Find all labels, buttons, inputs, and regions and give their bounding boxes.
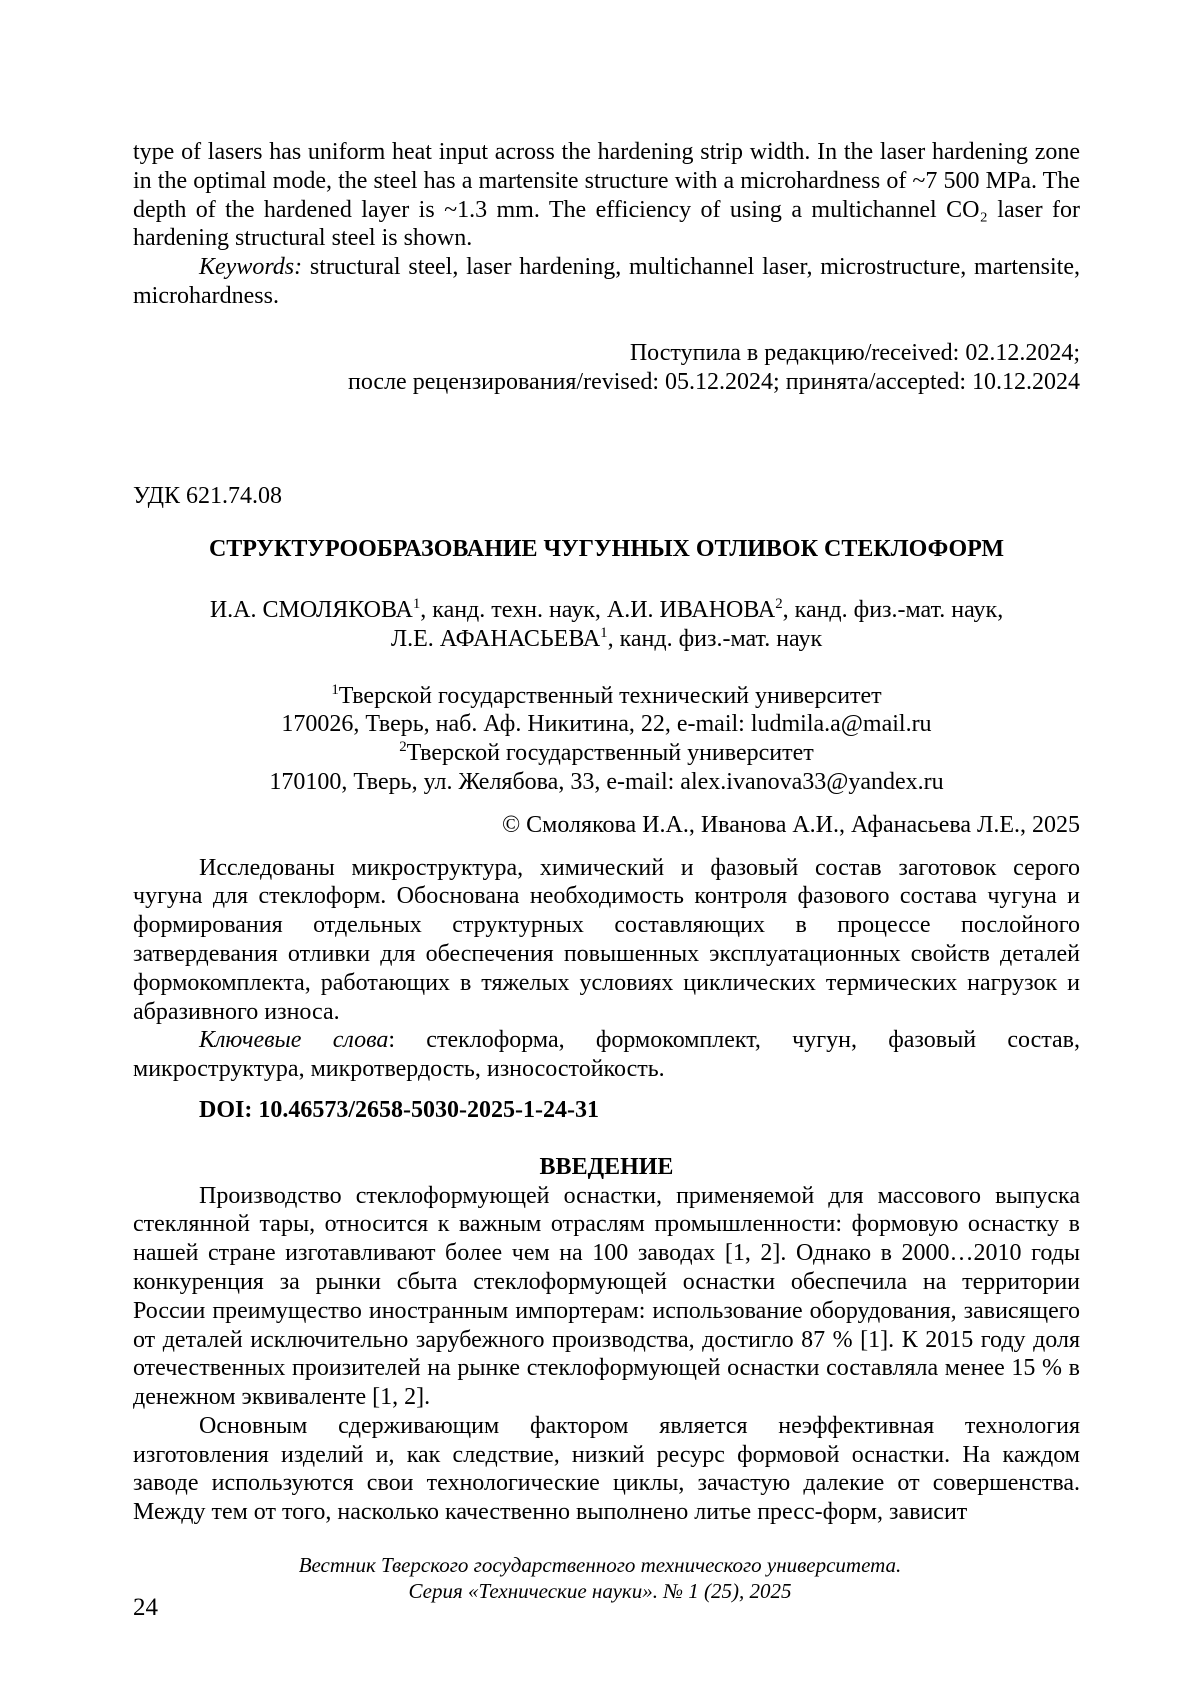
author-1-degree: , канд. техн. наук, xyxy=(420,596,607,623)
udc-number: УДК 621.74.08 xyxy=(133,483,282,510)
affiliation-2-name: Тверской государственный университет xyxy=(406,740,814,767)
russian-keywords xyxy=(133,1026,1080,1084)
journal-footer-line-2: Серия «Технические науки». № 1 (25), 2025 xyxy=(408,1579,792,1603)
russian-keywords-label: Ключевые слова xyxy=(199,1027,389,1054)
article-title: СТРУКТУРООБРАЗОВАНИЕ ЧУГУННЫХ ОТЛИВОК СТЕКЛОФОРМ xyxy=(208,536,1005,563)
russian-abstract: Исследованы микроструктура, химический и фазовый состав заготовок серого чугуна для стеклоформ. Обоснована необходимость контроля фазового состава чугуна и формирования отдельных структурных составляющих в процессе послойного затвердевания отливки для обеспечения повышенных эксплуатационных свойств деталей формокомплекта, работающих в тяжелых условиях циклических термических нагрузок и абразивного износа. xyxy=(133,854,1080,1025)
author-1-name: И.А. СМОЛЯКОВА xyxy=(209,596,413,623)
received-line-1: Поступила в редакцию/received: 02.12.2024; xyxy=(629,339,1080,366)
english-abstract-continuation: type of lasers has uniform heat input across the hardening strip width. In the laser hardening zone in the optimal mode, the steel has a martensite structure with a microhardness of ~7 500 MPa. The depth of the hardened layer is ~1.3 mm. The efficiency of using a multichannel CO₂ laser for hardening structural steel is shown. xyxy=(133,139,1080,252)
affiliation-1-name: Тверской государственный технический университет xyxy=(338,682,882,709)
copyright-line: © Смолякова И.А., Иванова А.И., Афанасьева Л.Е., 2025 xyxy=(501,811,1080,838)
english-keywords-label: Keywords: xyxy=(199,254,303,281)
received-line-2: после рецензирования/revised: 05.12.2024; принята/accepted: 10.12.2024 xyxy=(347,368,1080,395)
intro-paragraph-2: Основным сдерживающим фактором является неэффективная технология изготовления изделий и, как следствие, низкий ресурс формовой оснастки. На каждом заводе используются свои технологические циклы, зачастую далекие от совершенства. Между тем от того, насколько качественно выполнено литье пресс-форм, зависит xyxy=(133,1412,1080,1526)
affiliations-block xyxy=(133,682,1080,797)
english-keywords-text: structural steel, laser hardening, multichannel laser, microstructure, martensite, microhardness. xyxy=(133,254,1080,309)
russian-keywords-text: : стеклоформа, формокомплект, чугун, фазовый состав, микроструктура, микротвердость, износостойкость. xyxy=(133,1027,1080,1083)
author-2-affiliation-mark: 2 xyxy=(775,595,783,612)
doi-line: DOI: 10.46573/2658-5030-2025-1-24-31 xyxy=(199,1096,599,1123)
affiliation-1-mark: 1 xyxy=(331,681,339,698)
author-2-name: А.И. ИВАНОВА xyxy=(606,596,776,623)
author-3-name: Л.Е. АФАНАСЬЕВА xyxy=(390,625,601,652)
journal-footer-line-1: Вестник Тверского государственного технического университета. xyxy=(298,1553,902,1577)
affiliation-2-mark: 2 xyxy=(399,739,407,756)
author-2-degree: , канд. физ.-мат. наук, xyxy=(782,596,1004,623)
section-heading-introduction: ВВЕДЕНИЕ xyxy=(539,1153,674,1180)
page-number: 24 xyxy=(133,1594,158,1621)
affiliation-2-address: 170100, Тверь, ул. Желябова, 33, e-mail: alex.ivanova33@yandex.ru xyxy=(269,768,944,795)
author-3-affiliation-mark: 1 xyxy=(600,624,608,641)
journal-footer xyxy=(0,1552,1200,1604)
intro-paragraph-1: Производство стеклоформующей оснастки, применяемой для массового выпуска стеклянной тары, относится к важным отраслям промышленности: формовую оснастку в нашей стране изготавливают более чем на 100 заводах [1, 2]. Однако в 2000…2010 годы конкуренция за рынки сбыта стеклоформующей оснастки обеспечила на территории России преимущество иностранным импортерам: использование оборудования, зависящего от деталей исключительно зарубежного производства, достигло 87 % [1]. К 2015 году доля отечественных произителей на рынке стеклоформующей оснастки составляла менее 15 % в денежном эквиваленте [1, 2]. xyxy=(133,1182,1080,1411)
affiliation-1 xyxy=(133,682,1080,711)
received-dates xyxy=(133,339,1080,397)
authors-line-2 xyxy=(133,625,1080,654)
english-keywords xyxy=(133,253,1080,311)
author-1-affiliation-mark: 1 xyxy=(412,595,421,612)
authors-line-1 xyxy=(133,596,1080,625)
authors-block xyxy=(133,596,1080,654)
affiliation-1-address: 170026, Тверь, наб. Аф. Никитина, 22, e-mail: ludmila.a@mail.ru xyxy=(281,711,932,738)
affiliation-2 xyxy=(133,739,1080,768)
author-3-degree: , канд. физ.-мат. наук xyxy=(607,625,823,652)
